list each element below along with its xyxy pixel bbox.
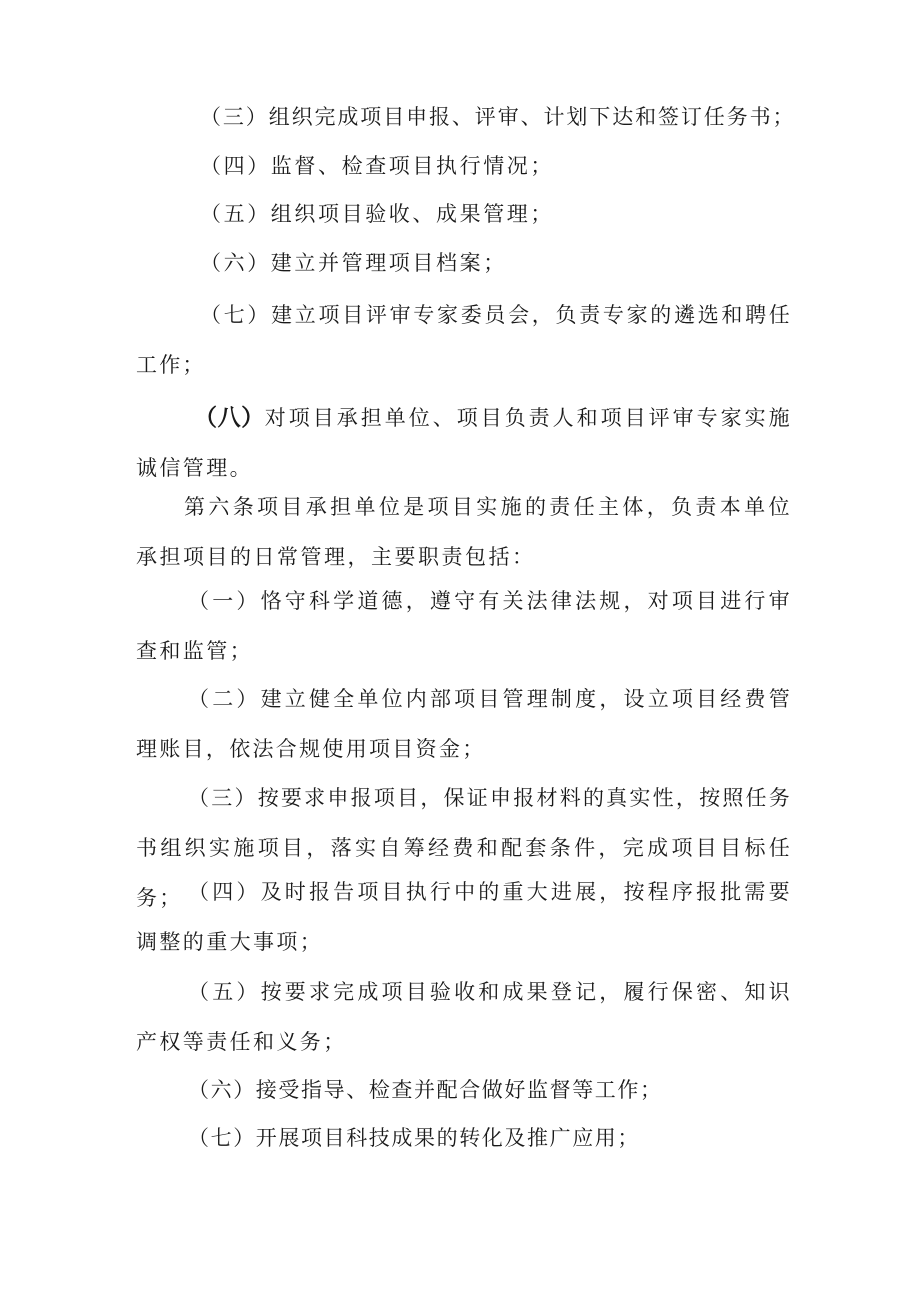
paragraph-item-4b: （四）及时报告项目执行中的重大进展，按程序报批需要调整的重大事项； [136,880,792,954]
paragraph-item-8-text: 对项目承担单位、项目负责人和项目评审专家实施诚信管理。 [136,406,792,480]
paragraph-item-3: （三）组织完成项目申报、评审、计划下达和签订任务书； [200,105,796,129]
paragraph-item-8-marker: （八） [194,405,265,431]
paragraph-item-5: （五）组织项目验收、成果管理； [200,202,554,226]
paragraph-item-2: （二）建立健全单位内部项目管理制度，设立项目经费管理账目，依法合规使用项目资金； [136,687,792,761]
paragraph-item-4: （四）监督、检查项目执行情况； [200,154,554,178]
paragraph-item-6b: （六）接受指导、检查并配合做好监督等工作； [188,1078,663,1102]
paragraph-item-8 [136,393,792,493]
paragraph-item-7: （七）建立项目评审专家委员会，负责专家的遴选和聘任工作； [136,303,792,377]
paragraph-item-5b: （五）按要求完成项目验收和成果登记，履行保密、知识产权等责任和义务； [136,980,792,1054]
paragraph-item-3b: （三）按要求申报项目，保证申报材料的真实性，按照任务书组织实施项目，落实自筹经费和配套条件，完成项目目标任务； [136,786,792,910]
paragraph-item-6: （六）建立并管理项目档案； [200,251,507,275]
paragraph-item-7b: （七）开展项目科技成果的转化及推广应用； [188,1126,640,1150]
article-6-paragraph: 第六条项目承担单位是项目实施的责任主体，负责本单位承担项目的日常管理，主要职责包括： [136,495,792,569]
paragraph-item-1: （一）恪守科学道德，遵守有关法律法规，对项目进行审查和监管； [136,589,792,663]
